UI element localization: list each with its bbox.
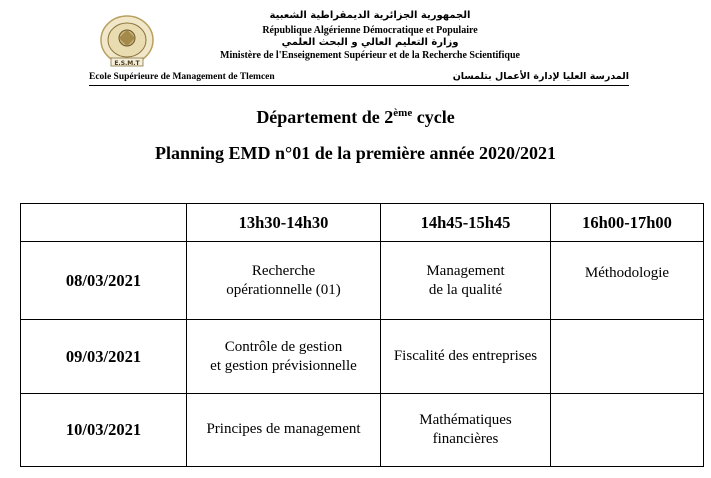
exam-subject: Recherche opérationnelle (01) [187,241,381,320]
planning-title: Planning EMD n°01 de la première année 2020/2021 [154,143,557,163]
exam-subject: Méthodologie [551,241,704,320]
header-arabic-republic: الجمهورية الجزائرية الديمقراطية الشعبية [269,10,471,21]
table-header-row [21,204,704,242]
table-row [21,241,704,320]
time-slot-header: 14h45-15h45 [381,204,551,242]
exam-subject: Mathématiques financières [381,393,551,466]
empty-slot [551,393,704,466]
exam-date: 10/03/2021 [21,393,187,466]
department-title: Département de 2ème cycle [256,107,455,127]
time-slot-header: 13h30-14h30 [187,204,381,242]
exam-schedule-table [20,203,704,467]
table-row [21,320,704,393]
exam-subject: Fiscalité des entreprises [381,320,551,393]
exam-subject: Principes de management [187,393,381,466]
table-corner-cell [21,204,187,242]
school-name-arabic: المدرسة العليا لإدارة الأعمال بتلمسان [452,71,629,82]
exam-subject: Management de la qualité [381,241,551,320]
time-slot-header: 16h00-17h00 [551,204,704,242]
empty-slot [551,320,704,393]
exam-subject: Contrôle de gestion et gestion prévisionnelle [187,320,381,393]
exam-date: 09/03/2021 [21,320,187,393]
header-french-ministry: Ministère de l'Enseignement Supérieur et de la Recherche Scientifique [220,50,520,61]
svg-text:E.S.M.T: E.S.M.T [114,60,140,67]
exam-date: 08/03/2021 [21,241,187,320]
table-row [21,393,704,466]
header-divider [89,85,629,86]
header-arabic-ministry: وزارة التعليم العالي و البحث العلمي [281,37,459,48]
school-logo [97,12,157,70]
letterhead [0,0,711,90]
header-french-republic: République Algérienne Démocratique et Populaire [262,25,478,36]
school-name-french: Ecole Supérieure de Management de Tlemcen [89,72,275,82]
